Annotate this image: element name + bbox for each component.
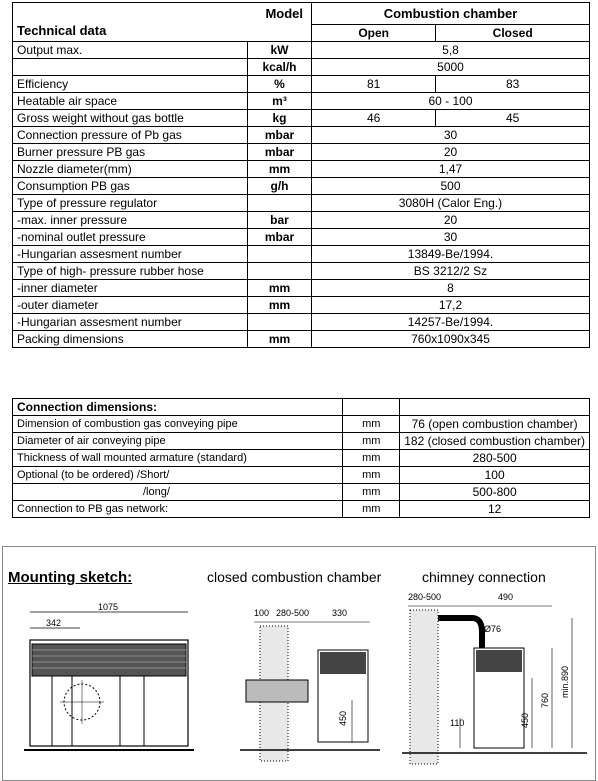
table-cell: g/h [248,178,312,195]
table-cell: 760x1090x345 [312,331,590,348]
table-cell: m³ [248,93,312,110]
table-cell: mm [343,416,400,433]
dim-490-label: 490 [498,592,514,602]
table-row [13,229,590,246]
table-cell: Burner pressure PB gas [13,144,248,161]
dim-width-label: 1075 [98,602,119,612]
table-cell: Nozzle diameter(mm) [13,161,248,178]
table-cell: 13849-Be/1994. [312,246,590,263]
chimney-connection-caption: chimney connection [422,569,546,585]
table-cell: % [248,76,312,93]
dim-450-chimney-label: 450 [520,712,530,728]
model-label: Model [265,6,303,21]
table-cell: mm [343,467,400,484]
table-cell: mm [343,484,400,501]
table-cell: 5000 [312,59,590,76]
table-row [13,331,590,348]
table-cell: Dimension of combustion gas conveying pipe [13,416,343,433]
open-column-header: Open [312,25,436,42]
table-row [13,501,590,518]
table-cell: kW [248,42,312,59]
table-cell: Consumption PB gas [13,178,248,195]
table-row [13,484,590,501]
table-cell: -inner diameter [13,280,248,297]
table-cell: 12 [400,501,590,518]
table-row [13,246,590,263]
table-row [13,314,590,331]
table-cell [248,263,312,280]
mounting-sketch-title: Mounting sketch: [8,569,133,586]
table-row [13,76,590,93]
table-cell: 17,2 [312,297,590,314]
table-row [13,212,590,229]
table-cell: mm [248,297,312,314]
table-cell: Heatable air space [13,93,248,110]
table-row [13,161,590,178]
table-cell: 1,47 [312,161,590,178]
table-cell [13,59,248,76]
table-cell: Packing dimensions [13,331,248,348]
technical-data-table [12,2,590,348]
table-cell: mbar [248,127,312,144]
table-cell: mm [343,450,400,467]
table-cell: Type of high- pressure rubber hose [13,263,248,280]
table-cell: Gross weight without gas bottle [13,110,248,127]
dim-offset-label: 342 [46,618,62,628]
table-cell: mm [248,161,312,178]
table-cell: -Hungarian assesment number [13,314,248,331]
dim-110-label: 110 [450,718,465,728]
table-cell: 46 [312,110,436,127]
table-cell: 14257-Be/1994. [312,314,590,331]
table-row [13,433,590,450]
technical-data-label: Technical data [17,23,107,38]
table-row [13,144,590,161]
table-cell: kg [248,110,312,127]
dim-330-label: 330 [332,608,348,618]
table-cell: 3080H (Calor Eng.) [312,195,590,212]
closed-chamber-drawing [240,600,390,765]
table-cell: /long/ [13,484,343,501]
table-row [13,42,590,59]
chimney-connection-drawing [402,588,592,768]
table-row [13,280,590,297]
table-row [13,178,590,195]
dim-450-label: 450 [338,710,348,726]
table-row [13,59,590,76]
closed-chamber-caption: closed combustion chamber [207,569,382,585]
front-view-drawing [20,600,200,760]
closed-column-header: Closed [436,25,590,42]
table-cell: 280-500 [400,450,590,467]
table-cell: 500-800 [400,484,590,501]
table-row [13,110,590,127]
table-cell: mm [343,433,400,450]
table-cell: 500 [312,178,590,195]
table-row [13,127,590,144]
table-cell: 20 [312,212,590,229]
table-cell: -max. inner pressure [13,212,248,229]
table-cell: Diameter of air conveying pipe [13,433,343,450]
dim-100-label: 100 [254,608,270,618]
table-cell: 45 [436,110,590,127]
combustion-chamber-header: Combustion chamber [312,3,590,25]
table-row [13,416,590,433]
table-cell: -nominal outlet pressure [13,229,248,246]
table-row [13,467,590,484]
dim-chimney-280-500-label: 280-500 [408,592,442,602]
table-cell: -outer diameter [13,297,248,314]
table-row [13,297,590,314]
table-cell: 5,8 [312,42,590,59]
table-row [13,195,590,212]
table-row [13,450,590,467]
table-cell [343,399,400,416]
table-cell: 60 - 100 [312,93,590,110]
table-cell: bar [248,212,312,229]
table-cell: Optional (to be ordered) /Short/ [13,467,343,484]
table-cell: -Hungarian assesment number [13,246,248,263]
table-cell: 30 [312,229,590,246]
table-cell: 83 [436,76,590,93]
table-cell: 182 (closed combustion chamber) [400,433,590,450]
table-cell [248,314,312,331]
table-cell: 20 [312,144,590,161]
table-cell: 8 [312,280,590,297]
table-cell: Connection pressure of Pb gas [13,127,248,144]
table-cell: 30 [312,127,590,144]
table-cell: 76 (open combustion chamber) [400,416,590,433]
table-cell [248,195,312,212]
dim-760-label: 760 [540,692,550,708]
table-cell: mbar [248,229,312,246]
table-cell: kcal/h [248,59,312,76]
table-cell: Connection to PB gas network: [13,501,343,518]
dim-280-500-label: 280-500 [276,608,310,618]
table-cell: mm [248,331,312,348]
table-cell: Output max. [13,42,248,59]
table-cell: Thickness of wall mounted armature (standard) [13,450,343,467]
table-row [13,93,590,110]
table-cell: Type of pressure regulator [13,195,248,212]
table-cell: BS 3212/2 Sz [312,263,590,280]
table-header-cell [13,3,312,42]
table-cell: mm [248,280,312,297]
diameter-76-label: Ø76 [484,624,502,634]
table-cell: 81 [312,76,436,93]
dim-min890-label: min.890 [560,665,570,698]
table-cell: Efficiency [13,76,248,93]
connection-dimensions-table [12,398,590,518]
table-cell: 100 [400,467,590,484]
table-cell [400,399,590,416]
connection-dimensions-title: Connection dimensions: [13,399,343,416]
table-row [13,263,590,280]
table-cell [248,246,312,263]
table-cell: mm [343,501,400,518]
table-cell: mbar [248,144,312,161]
